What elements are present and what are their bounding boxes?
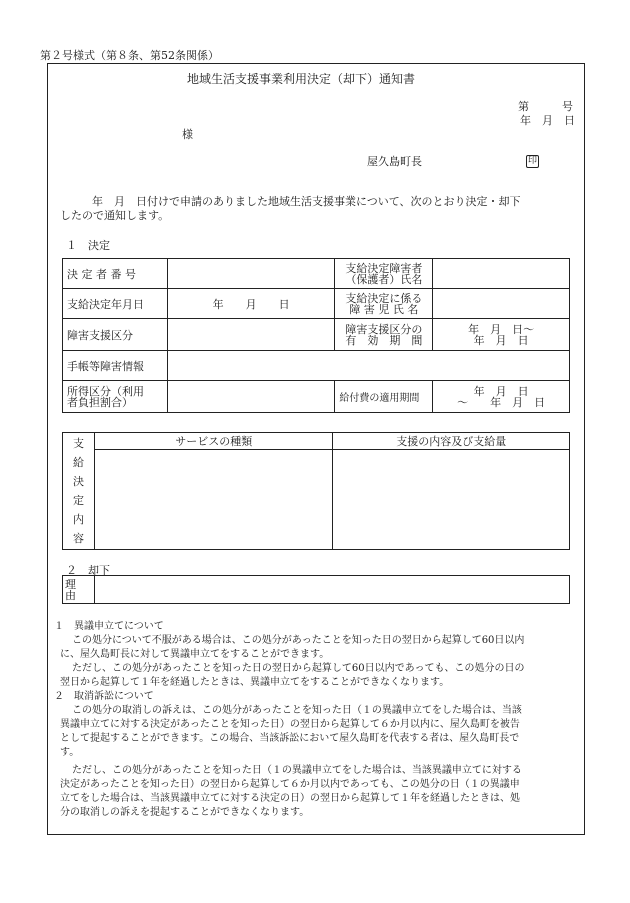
decision-table — [62, 258, 570, 413]
service-side-label: 支 給 決 定 内 容 — [63, 433, 95, 550]
income-category-label: 所得区分（利用 者負担割合） — [63, 381, 168, 413]
service-type-header: サービスの種類 — [94, 433, 333, 450]
support-category-label: 障害支援区分 — [63, 319, 168, 351]
reason-value — [94, 576, 569, 604]
issuer-name: 屋久島町長 — [367, 155, 422, 168]
child-name-label: 支給決定に係る 障 害 児 氏 名 — [335, 289, 433, 319]
intro-line-1: 年 月 日付けで申請のありました地域生活支援事業について、次のとおり決定・却下 — [92, 195, 521, 208]
handbook-info-label: 手帳等障害情報 — [63, 351, 168, 381]
document-number: 第 号 — [518, 100, 573, 113]
service-content-table — [62, 432, 570, 550]
document-title: 地域生活支援事業利用決定（却下）通知書 — [187, 72, 416, 86]
intro-line-2: したので通知します。 — [60, 209, 170, 222]
validity-period-value: 年 月 日～ 年 月 日 — [433, 319, 570, 351]
handbook-info-value — [167, 351, 569, 381]
note-paragraph: として提起することができます。この場合、当該訴訟において屋久島町を代表する者は、屋久島町長で — [60, 733, 520, 744]
issuer-seal: 印 — [527, 156, 537, 166]
note-paragraph: この処分の取消しの訴えは、この処分があったことを知った日（１の異議申立てをした場合は、当該 — [72, 705, 522, 716]
rejection-table — [62, 575, 570, 604]
form-label: 第２号様式（第８条、第52条関係） — [40, 49, 219, 62]
reason-label: 理 由 — [63, 576, 95, 604]
note-paragraph: す。 — [60, 747, 80, 758]
section-decision-heading: １ 決定 — [66, 239, 110, 252]
note-paragraph: この処分について不服がある場合は、この処分があったことを知った日の翌日から起算して60日以内 — [72, 635, 525, 646]
note-heading-1: １ 異議申立てについて — [54, 621, 164, 632]
decision-number-label: 決 定 者 番 号 — [63, 259, 168, 289]
service-type-cell — [94, 450, 333, 550]
note-paragraph: ただし、この処分があったことを知った日（１の異議申立てをした場合は、当該異議申立てに対する — [72, 765, 522, 776]
note-paragraph: 分の取消しの訴えを提起することができなくなります。 — [60, 807, 310, 818]
support-content-header: 支援の内容及び支給量 — [333, 433, 570, 450]
addressee-suffix: 様 — [182, 128, 193, 141]
note-paragraph: 決定があったことを知った日）の翌日から起算して６か月以内であっても、この処分の日（１の異議申 — [60, 779, 520, 790]
support-content-cell — [333, 450, 570, 550]
decision-date-value: 年 月 日 — [167, 289, 335, 319]
note-paragraph: 立てをした場合は、当該異議申立てに対する決定の日）の翌日から起算して１年を経過したときは、処 — [60, 793, 520, 804]
child-name-value — [433, 289, 570, 319]
note-heading-2: ２ 取消訴訟について — [54, 691, 154, 702]
note-paragraph: に、屋久島町長に対して異議申立てをすることができます。 — [60, 649, 330, 660]
decision-date-label: 支給決定年月日 — [63, 289, 168, 319]
decision-number-value — [167, 259, 335, 289]
note-paragraph: 翌日から起算して１年を経過したときは、異議申立てをすることができなくなります。 — [60, 677, 450, 688]
support-category-value — [167, 319, 335, 351]
recipient-name-value — [433, 259, 570, 289]
recipient-name-label: 支給決定障害者 （保護者）氏名 — [335, 259, 433, 289]
note-paragraph: ただし、この処分があったことを知った日の翌日から起算して60日以内であっても、この処分の日の — [72, 663, 525, 674]
payment-period-label: 給付費の適用期間 — [335, 381, 433, 413]
note-paragraph: 異議申立てに対する決定があったことを知った日）の翌日から起算して６か月以内に、屋久島町を被告 — [60, 719, 520, 730]
section-rejection-heading: ２ 却下 — [66, 564, 110, 577]
notes-section — [54, 620, 525, 820]
validity-period-label: 障害支援区分の 有 効 期 間 — [335, 319, 433, 351]
income-category-value — [167, 381, 335, 413]
payment-period-value: 年 月 日 ～ 年 月 日 — [433, 381, 570, 413]
document-date: 年 月 日 — [520, 114, 575, 127]
